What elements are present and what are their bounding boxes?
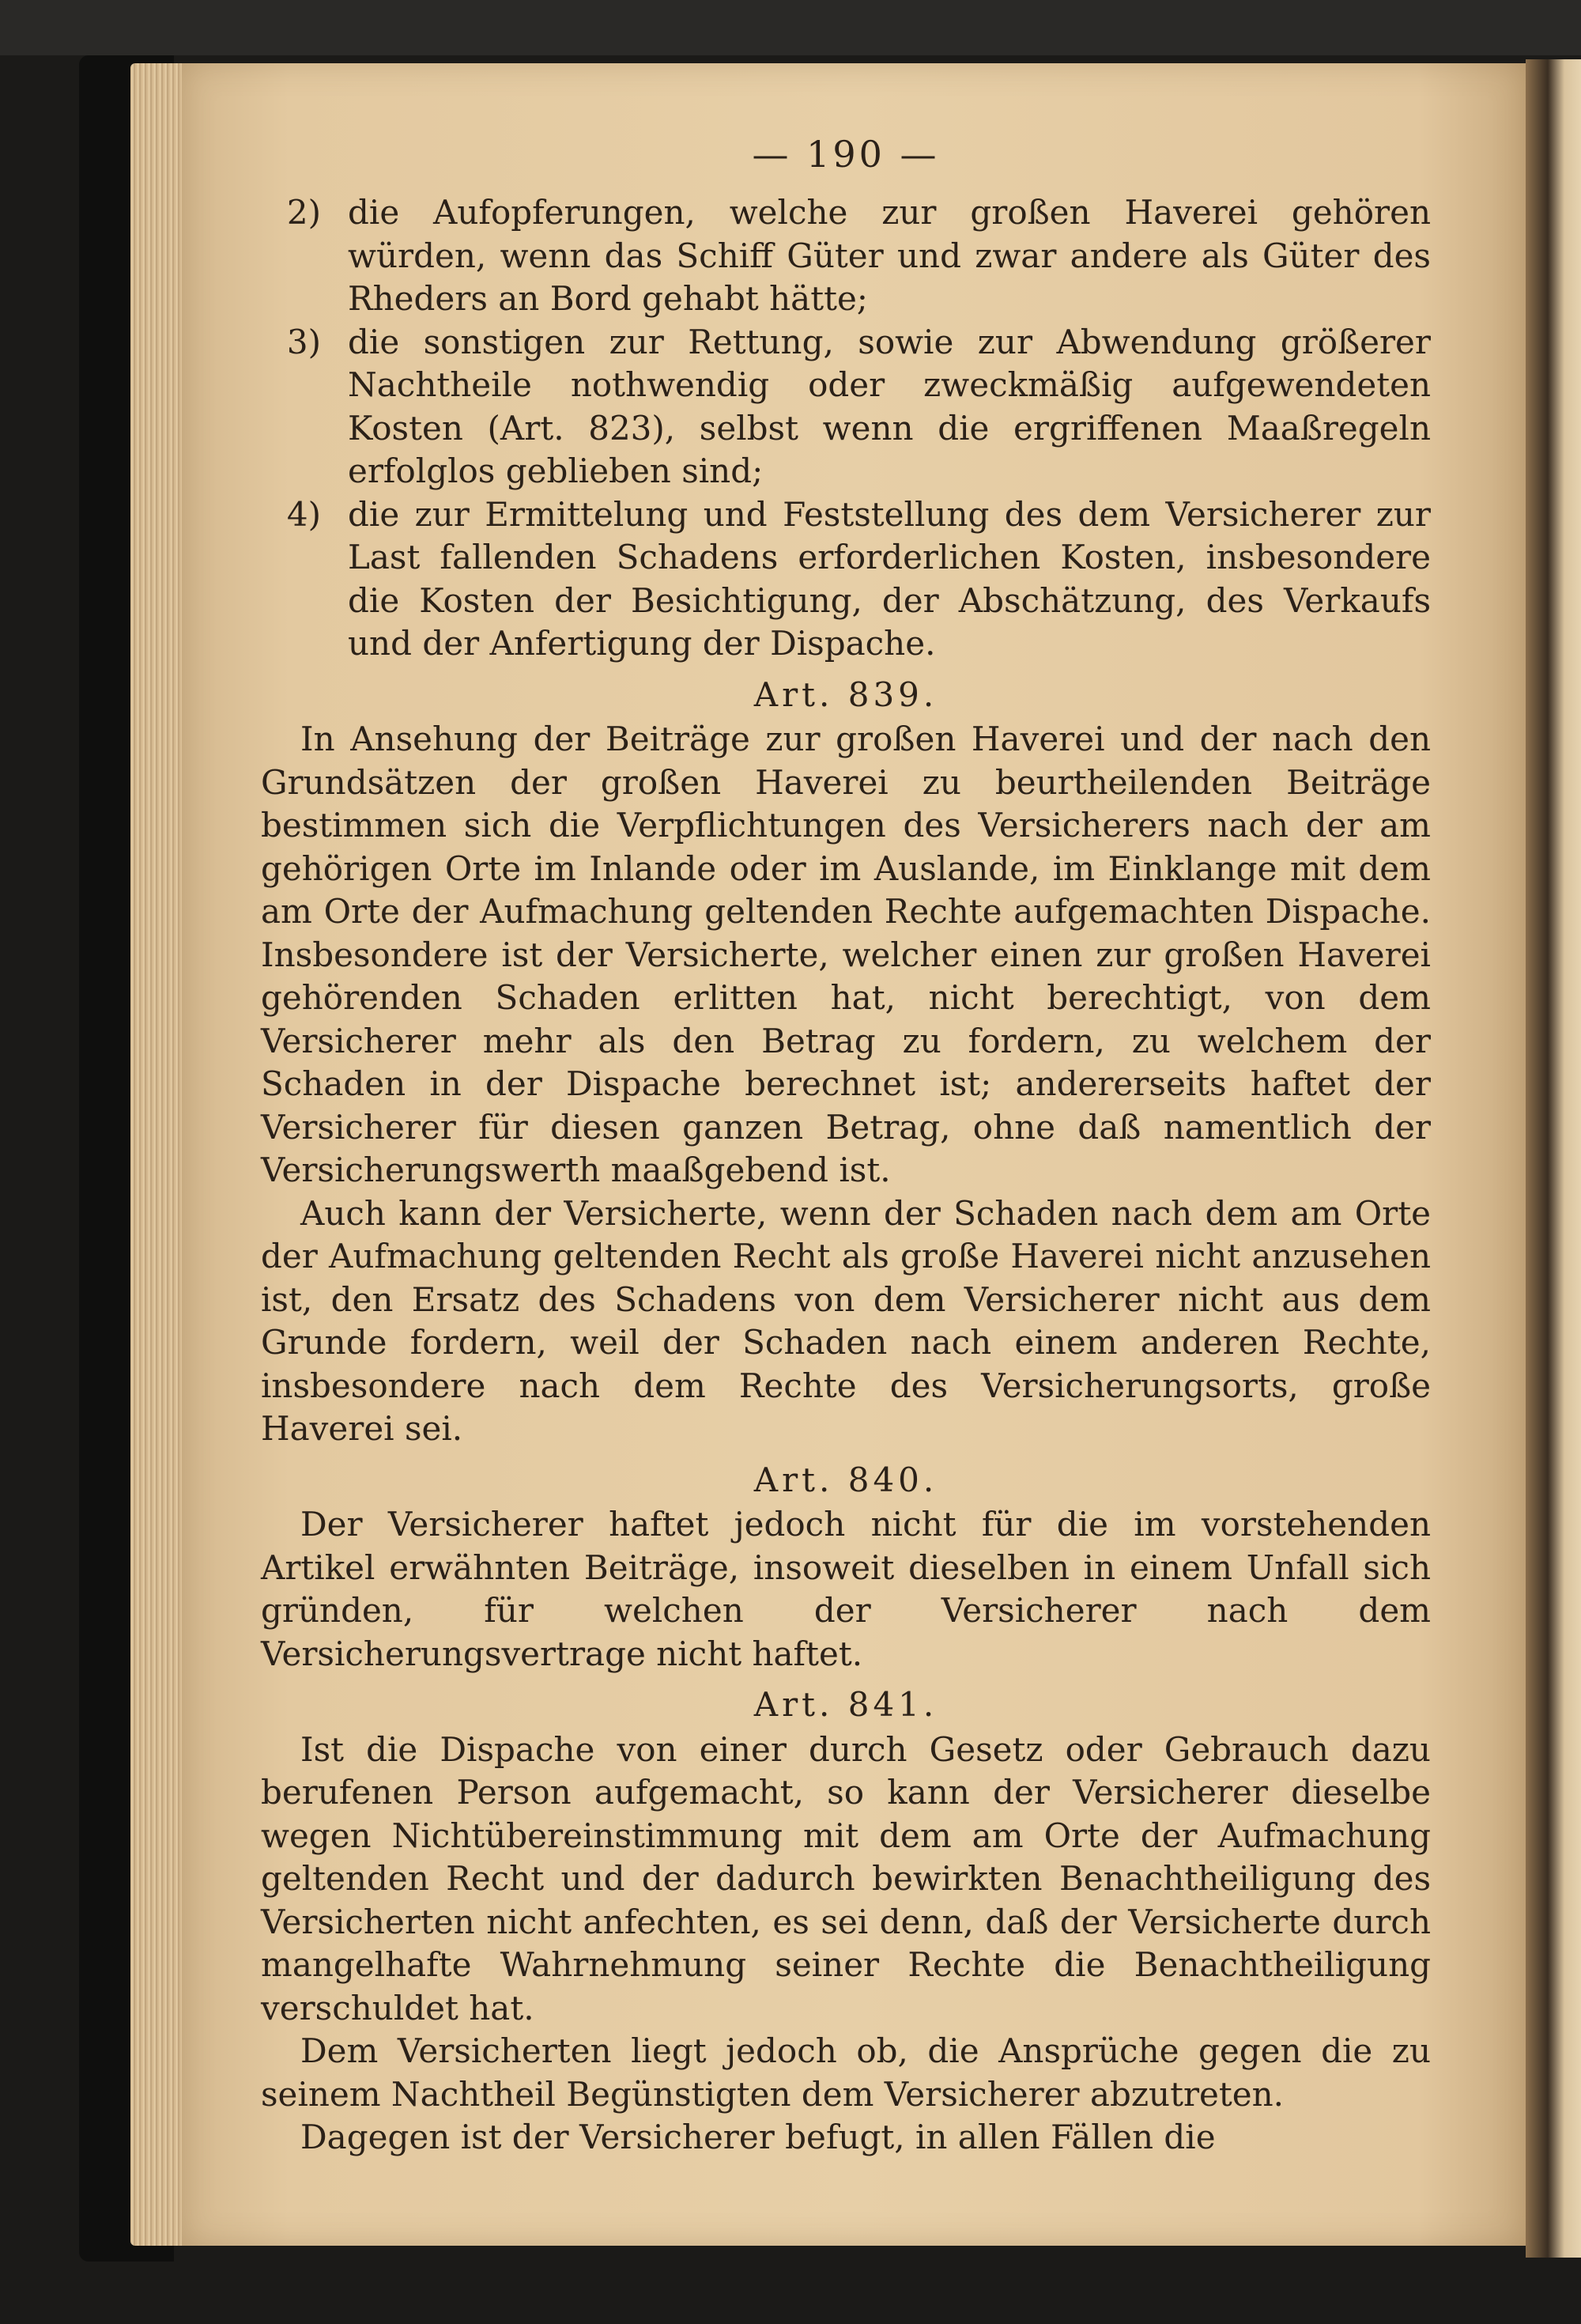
book-page [182, 63, 1526, 2246]
article-heading-840: Art. 840. [753, 1460, 938, 1499]
paragraph: In Ansehung der Beiträge zur großen Haverei und der nach den Grundsätzen der großen Haverei zu beurtheilenden Beiträge bestimmen sich die Verpflichtungen des Versicherers nach der am gehörigen Orte im Inlande oder im Auslande, im Einklange mit dem am Orte der Aufmachung geltenden Rechte aufgemachten Dispache. Insbesondere ist der Versicherte, welcher einen zur großen Haverei gehörenden Schaden erlitten hat, nicht berechtigt, von dem Versicherer mehr als den Betrag zu fordern, zu welchem der Schaden in der Dispache berechnet ist; andererseits haftet der Versicherer für diesen ganzen Betrag, ohne daß namentlich der Versicherungswerth maaßgebend ist. [261, 720, 1431, 1189]
list-item-number: 2) [286, 193, 321, 232]
paragraph: Der Versicherer haftet jedoch nicht für die im vorstehenden Artikel erwähnten Beiträge, insoweit dieselben in einem Unfall sich gründen, für welchen der Versicherer nach dem Versicherungsvertrage nicht haftet. [261, 1505, 1431, 1673]
scan-backdrop [0, 0, 1581, 55]
list-item [261, 321, 1431, 493]
paragraph: Dagegen ist der Versicherer befugt, in allen Fällen die [300, 2118, 1216, 2156]
list-item-number: 4) [286, 494, 321, 534]
page-number: — 190 — [752, 133, 940, 176]
paragraph: Auch kann der Versicherte, wenn der Schaden nach dem am Orte der Aufmachung geltenden Recht als große Haverei nicht anzusehen ist, den Ersatz des Schadens von dem Versicherer nicht aus dem Grunde fordern, weil der Schaden nach einem anderen Rechte, insbesondere nach dem Rechte des Versicherungsorts, große Haverei sei. [261, 1193, 1431, 1448]
page-content [261, 127, 1431, 2160]
paragraph: Dem Versicherten liegt jedoch ob, die Ansprüche gegen die zu seinem Nachtheil Begünstigten dem Versicherer abzutreten. [261, 2031, 1431, 2114]
list-item-number: 3) [286, 322, 321, 361]
article-heading-839: Art. 839. [753, 675, 938, 714]
paragraph: Ist die Dispache von einer durch Gesetz oder Gebrauch dazu berufenen Person aufgemacht, so kann der Versicherer dieselbe wegen Nichtübereinstimmung mit dem am Orte der Aufmachung geltenden Recht und der dadurch bewirkten Benachtheiligung des Versicherten nicht anfechten, es sei denn, daß der Versicherte durch mangelhafte Wahrnehmung seiner Rechte die Benachtheiligung verschuldet hat. [261, 1729, 1431, 2027]
list-item [261, 493, 1431, 666]
list-item-text: die Aufopferungen, welche zur großen Haverei gehören würden, wenn das Schiff Güter und zwar andere als Güter des Rheders an Bord gehabt hätte; [348, 193, 1431, 318]
book-gutter [1526, 59, 1581, 2258]
list-item [261, 191, 1431, 321]
article-heading-841: Art. 841. [753, 1685, 938, 1724]
page-edges [130, 63, 186, 2246]
list-item-text: die sonstigen zur Rettung, sowie zur Abwendung größerer Nachtheile nothwendig oder zweckmäßig aufgewendeten Kosten (Art. 823), selbst wenn die ergriffenen Maaßregeln erfolglos geblieben sind; [348, 322, 1431, 490]
list-item-text: die zur Ermittelung und Feststellung des dem Versicherer zur Last fallenden Schadens erforderlichen Kosten, insbesondere die Kosten der Besichtigung, der Abschätzung, des Verkaufs und der Anfertigung der Dispache. [348, 494, 1431, 663]
